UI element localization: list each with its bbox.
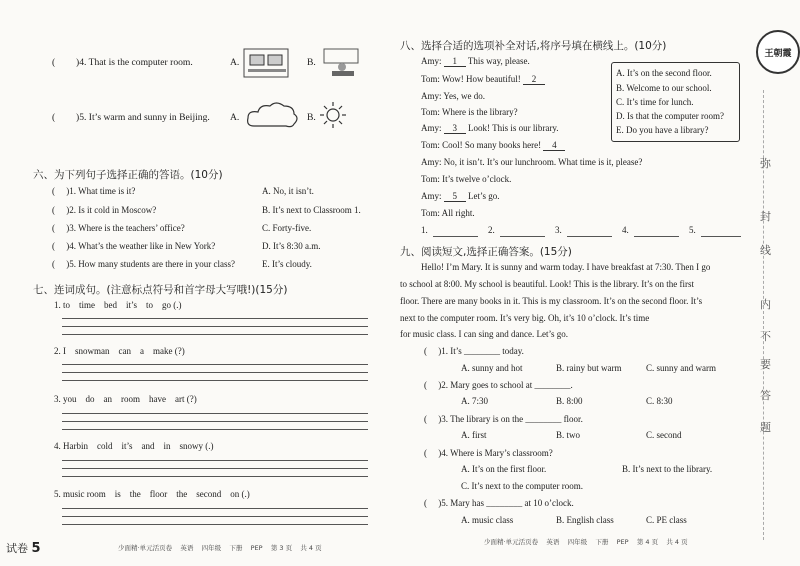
answer-line[interactable]: [62, 372, 368, 373]
option-item: D. Is that the computer room?: [616, 111, 724, 121]
binding-char: 线: [760, 244, 771, 257]
match-row: ( )2. Is it cold in Moscow?: [52, 205, 157, 215]
section-9-title: 九、阅读短文,选择正确答案。(15分): [400, 246, 572, 258]
answer-slot-label: 4.: [622, 225, 629, 235]
cloud-icon: [244, 100, 300, 132]
match-row: ( )3. Where is the teachers’ office?: [52, 223, 185, 233]
match-answer: C. Forty-five.: [262, 223, 312, 233]
answer-slot-label: 5.: [689, 225, 696, 235]
choice-b[interactable]: B. two: [556, 430, 581, 440]
answer-line[interactable]: [62, 380, 368, 381]
binding-char: 弥: [760, 157, 771, 170]
page-footer: 少面精·单元活页卷 英语 四年级 下册 PEP 第 3 页 共 4 页: [118, 544, 322, 552]
choice-b[interactable]: B. 8:00: [556, 396, 583, 406]
choice-a[interactable]: A. It’s on the first floor.: [461, 464, 547, 474]
option-label: A.: [230, 57, 240, 68]
answer-line[interactable]: [62, 318, 368, 319]
section-8-title: 八、选择合适的选项补全对话,将序号填在横线上。(10分): [400, 40, 667, 52]
choice-b[interactable]: B. rainy but warm: [556, 363, 622, 373]
binding-char: 不: [760, 330, 771, 343]
dialogue-line: Amy: 5 Let’s go.: [421, 191, 500, 201]
section-7-title: 七、连词成句。(注意标点符号和首字母大写哦!)(15分): [33, 284, 288, 296]
computer-room-picture: [242, 45, 294, 79]
match-answer: E. It’s cloudy.: [262, 259, 312, 269]
publisher-logo: 王朝霞: [756, 30, 800, 74]
answer-slot-label: 2.: [488, 225, 495, 235]
binding-char: 要: [760, 358, 771, 371]
answer-blank[interactable]: [500, 236, 545, 237]
answer-slot-label: 1.: [421, 225, 428, 235]
passage-line: floor. There are many books in it. This is my classroom. It’s on the second floor. It’s: [400, 296, 703, 306]
scrambled-sentence: 3. you do an room have art (?): [54, 394, 197, 404]
sun-icon: [318, 100, 348, 130]
match-answer: A. No, it isn’t.: [262, 186, 314, 196]
page-footer: 少面精·单元活页卷 英语 四年级 下册 PEP 第 4 页 共 4 页: [484, 538, 688, 546]
answer-line[interactable]: [62, 516, 368, 517]
reading-question: ( )3. The library is on the ________ floor.: [424, 414, 583, 424]
choice-a[interactable]: A. sunny and hot: [461, 363, 523, 373]
passage-line: for music class. I can sing and dance. Let’s go.: [400, 329, 568, 339]
choice-a[interactable]: A. first: [461, 430, 487, 440]
scrambled-sentence: 4. Harbin cold it’s and in snowy (.): [54, 441, 214, 451]
answer-line[interactable]: [62, 476, 368, 477]
paren-left: (: [52, 112, 56, 123]
passage-line: to school at 8:00. My school is beautiful. Look! This is the library. It’s on the first: [400, 279, 694, 289]
dialogue-line: Tom: Where is the library?: [421, 107, 518, 117]
choice-a[interactable]: A. 7:30: [461, 396, 488, 406]
passage-line: Hello! I’m Mary. It is sunny and warm today. I have breakfast at 7:30. Then I go: [421, 262, 711, 272]
dialogue-line: Tom: All right.: [421, 208, 475, 218]
answer-line[interactable]: [62, 421, 368, 422]
binding-char: 封: [760, 210, 771, 223]
scrambled-sentence: 1. to time bed it’s to go (.): [54, 300, 182, 310]
answer-line[interactable]: [62, 413, 368, 414]
answer-line[interactable]: [62, 429, 368, 430]
answer-slot-label: 3.: [555, 225, 562, 235]
option-label: B.: [307, 112, 316, 123]
question-text: )4. That is the computer room.: [76, 57, 193, 68]
scrambled-sentence: 5. music room is the floor the second on (.): [54, 489, 250, 499]
scrambled-sentence: 2. I snowman can a make (?): [54, 346, 185, 356]
match-answer: D. It’s 8:30 a.m.: [262, 241, 321, 251]
option-item: E. Do you have a library?: [616, 125, 709, 135]
reading-question: ( )2. Mary goes to school at ________.: [424, 380, 573, 390]
choice-b[interactable]: B. It’s next to the library.: [622, 464, 713, 474]
dialogue-line: Tom: It’s twelve o’clock.: [421, 174, 512, 184]
classroom-picture: [320, 45, 362, 79]
choice-c[interactable]: C. PE class: [646, 515, 687, 525]
section-6-title: 六、为下列句子选择正确的答语。(10分): [33, 169, 223, 181]
option-item: C. It’s time for lunch.: [616, 97, 694, 107]
option-label: B.: [307, 57, 316, 68]
dialogue-line: Amy: 3 Look! This is our library.: [421, 123, 559, 133]
paren-left: (: [52, 57, 56, 68]
option-item: B. Welcome to our school.: [616, 83, 712, 93]
binding-char: 题: [760, 421, 771, 434]
binding-char: 答: [760, 389, 771, 402]
question-text: )5. It’s warm and sunny in Beijing.: [76, 112, 210, 123]
answer-blank[interactable]: [701, 236, 741, 237]
match-row: ( )4. What’s the weather like in New York?: [52, 241, 216, 251]
match-row: ( )1. What time is it?: [52, 186, 136, 196]
reading-question: ( )1. It’s ________ today.: [424, 346, 524, 356]
choice-a[interactable]: A. music class: [461, 515, 514, 525]
answer-line[interactable]: [62, 364, 368, 365]
choice-c[interactable]: C. 8:30: [646, 396, 673, 406]
answer-line[interactable]: [62, 326, 368, 327]
choice-c[interactable]: C. It’s next to the computer room.: [461, 481, 583, 491]
dialogue-line: Amy: 1 This way, please.: [421, 56, 530, 66]
answer-blank[interactable]: [567, 236, 612, 237]
dialogue-line: Amy: No, it isn’t. It’s our lunchroom. What time is it, please?: [421, 157, 643, 167]
match-answer: B. It’s next to Classroom 1.: [262, 205, 361, 215]
answer-line[interactable]: [62, 460, 368, 461]
answer-blank[interactable]: [634, 236, 679, 237]
option-label: A.: [230, 112, 240, 123]
answer-line[interactable]: [62, 468, 368, 469]
passage-line: next to the computer room. It’s very big. Oh, it’s 10 o’clock. It’s time: [400, 313, 650, 323]
answer-line[interactable]: [62, 508, 368, 509]
reading-question: ( )4. Where is Mary’s classroom?: [424, 448, 553, 458]
page-number: 试卷 5: [6, 541, 41, 556]
choice-c[interactable]: C. second: [646, 430, 682, 440]
dialogue-line: Tom: Cool! So many books here! 4: [421, 140, 565, 151]
reading-question: ( )5. Mary has ________ at 10 o’clock.: [424, 498, 574, 508]
choice-c[interactable]: C. sunny and warm: [646, 363, 716, 373]
dialogue-line: Amy: Yes, we do.: [421, 91, 486, 101]
answer-line[interactable]: [62, 524, 368, 525]
answer-blank[interactable]: [433, 236, 478, 237]
binding-char: 内: [760, 298, 771, 311]
dialogue-line: Tom: Wow! How beautiful! 2: [421, 74, 545, 85]
answer-line[interactable]: [62, 334, 368, 335]
option-item: A. It’s on the second floor.: [616, 68, 712, 78]
choice-b[interactable]: B. English class: [556, 515, 614, 525]
match-row: ( )5. How many students are there in your class?: [52, 259, 235, 269]
